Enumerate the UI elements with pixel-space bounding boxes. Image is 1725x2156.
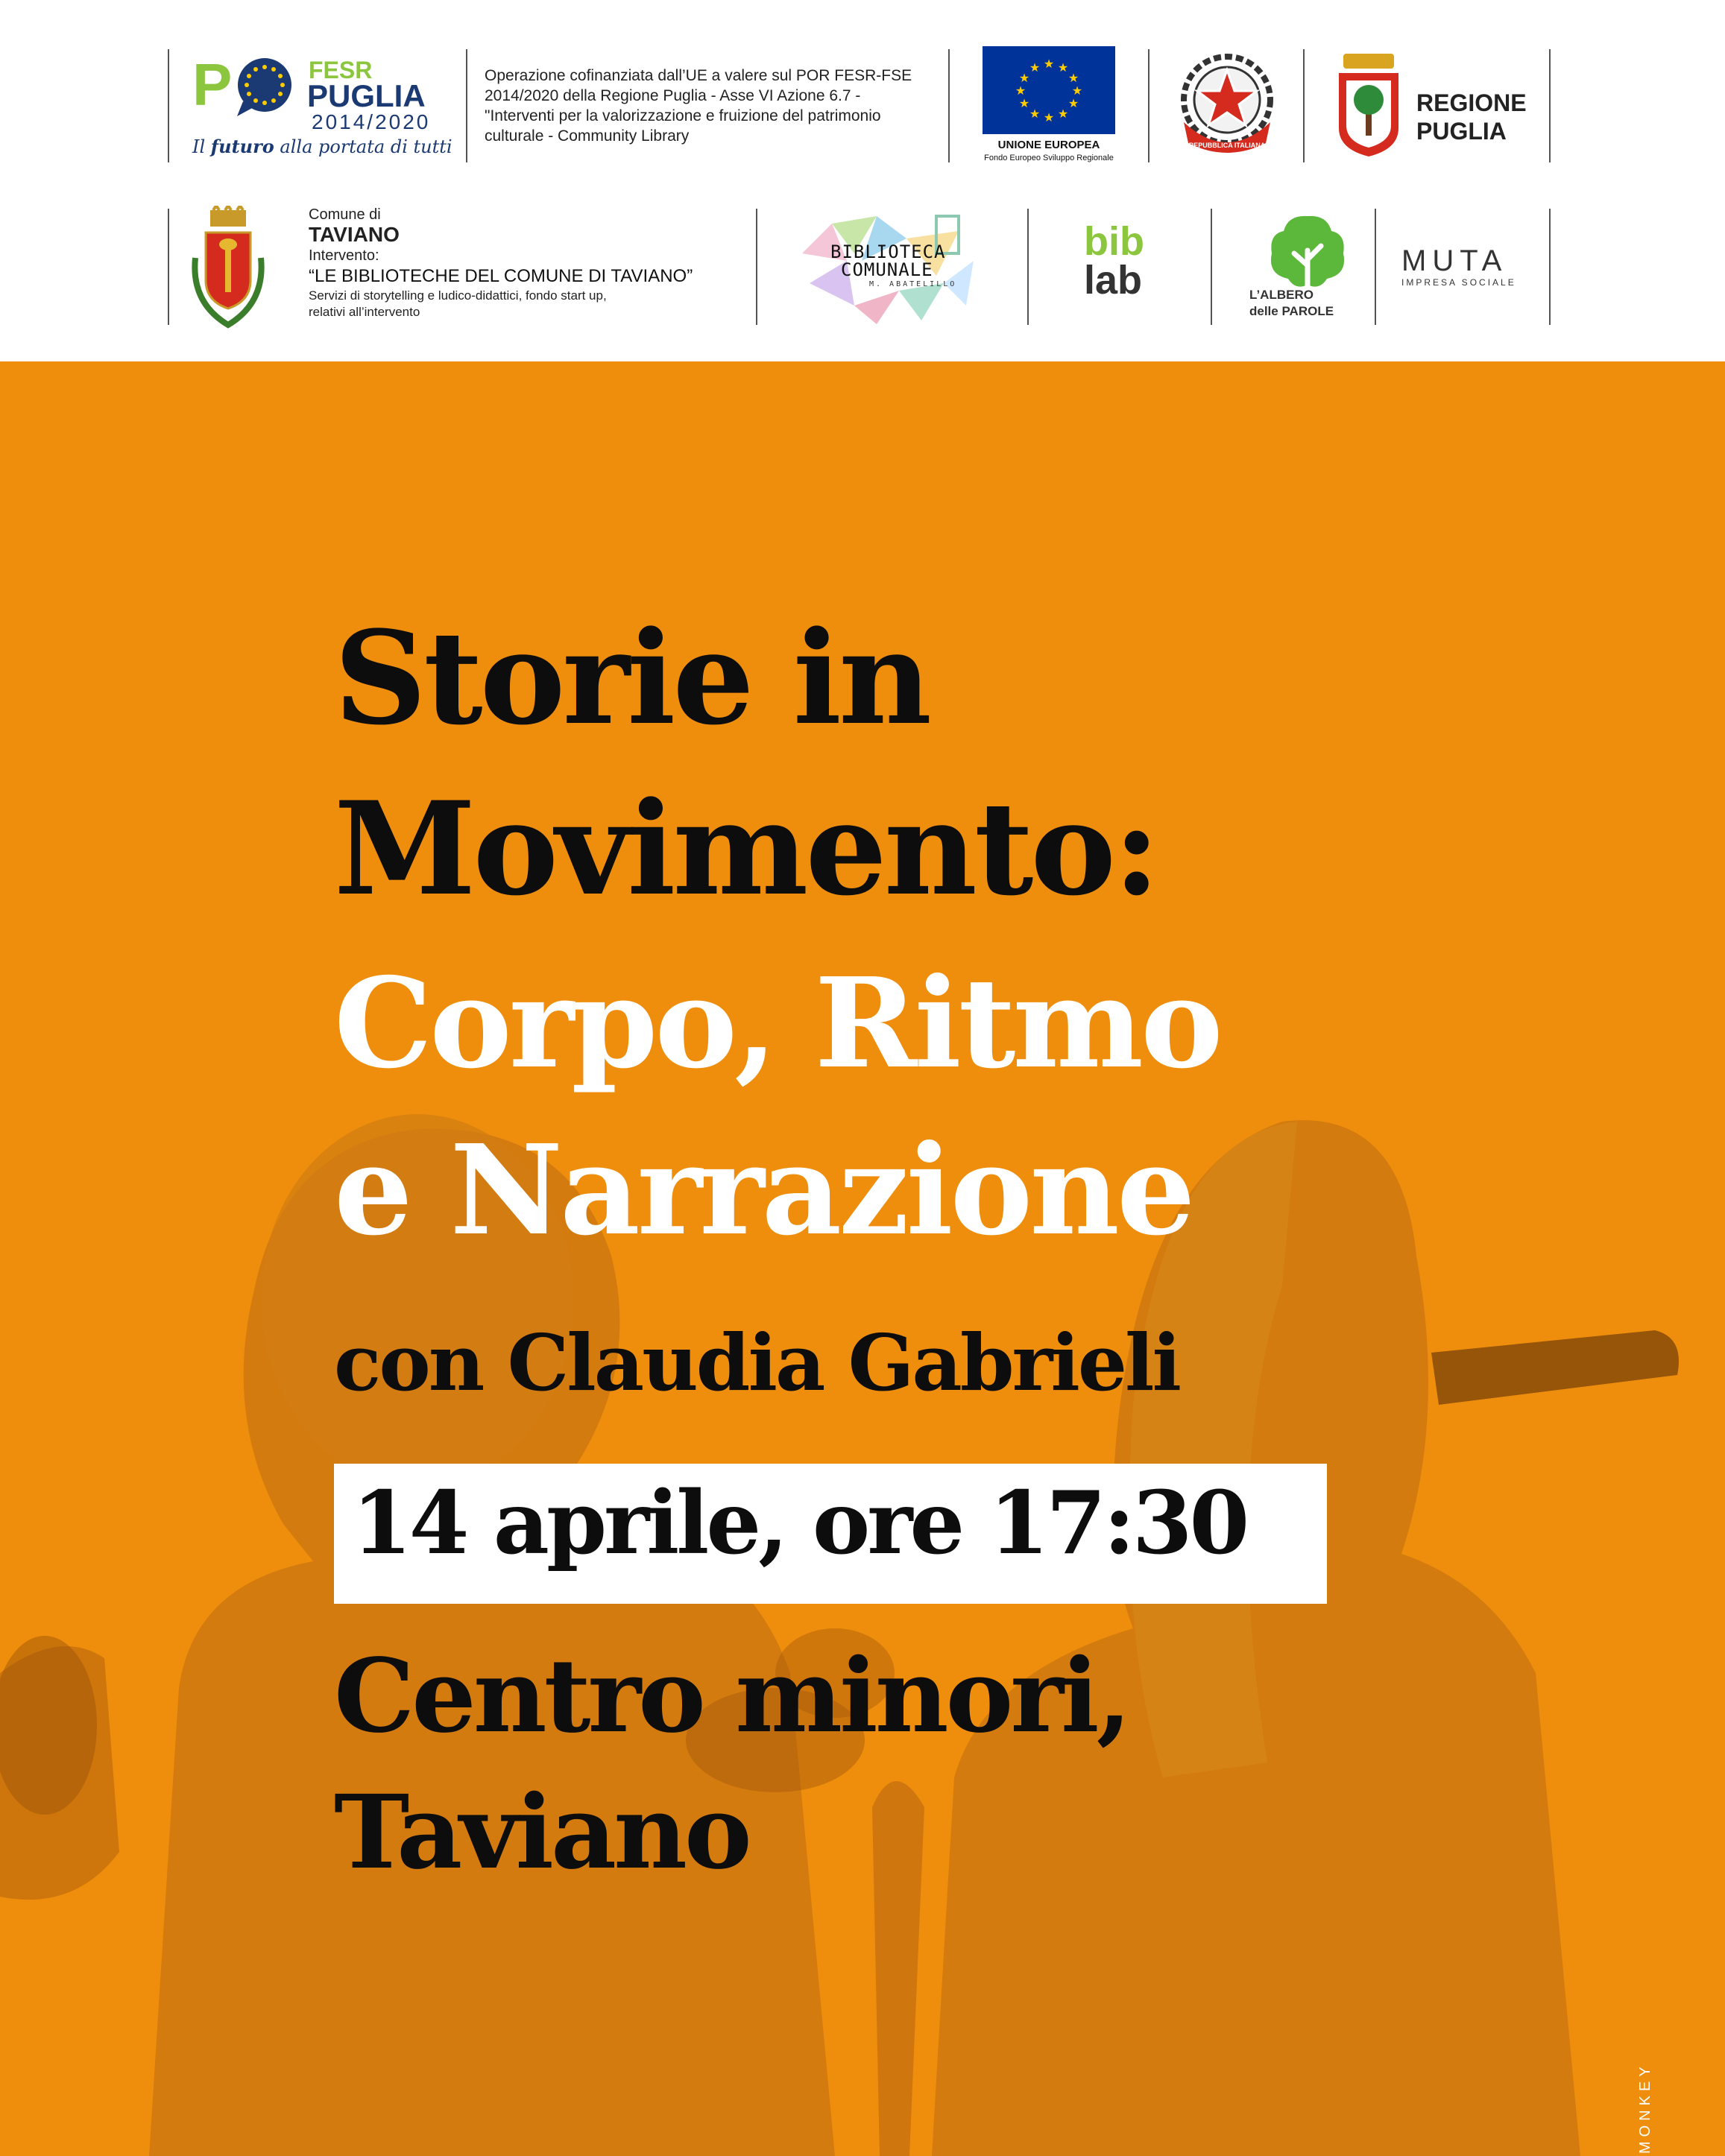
svg-text:★: ★ (1057, 108, 1069, 121)
eu-logo (983, 46, 1115, 173)
location-line-1: Centro minori, (334, 1637, 1129, 1756)
operation-description (485, 66, 939, 146)
divider (948, 49, 950, 162)
eu-speech-bubble-icon (234, 57, 295, 118)
por-tagline: Il futuro alla portata di tutti (192, 136, 452, 157)
svg-text:★: ★ (1043, 112, 1055, 124)
svg-text:★: ★ (1068, 72, 1079, 85)
divider (168, 209, 169, 325)
divider (1549, 209, 1551, 325)
divider (1211, 209, 1212, 325)
speaker-line: con Claudia Gabrieli (334, 1317, 1180, 1409)
biblab-line1: bib (1084, 219, 1144, 264)
biblab-logo (1084, 219, 1166, 303)
operation-line: Operazione cofinanziata dall’UE a valere sul POR FESR-FSE (485, 67, 912, 84)
albero-line2: delle PAROLE (1249, 304, 1334, 318)
intervento-desc: relativi all’intervento (309, 305, 420, 319)
svg-text:★: ★ (1029, 62, 1041, 75)
svg-text:★: ★ (1068, 98, 1079, 110)
operation-line: culturale - Community Library (485, 127, 690, 145)
comune-info (309, 206, 748, 320)
tree-icon (1263, 213, 1352, 300)
divider (1148, 49, 1150, 162)
event-date: 14 aprile, ore 17:30 (352, 1473, 1247, 1574)
event-poster (0, 361, 1725, 2156)
biblioteca-comunale-logo (787, 209, 988, 328)
regione-line2: PUGLIA (1416, 118, 1507, 145)
albero-line1: L’ALBERO (1249, 288, 1314, 302)
eu-title: UNIONE EUROPEA (997, 139, 1100, 151)
operation-line: "Interventi per la valorizzazione e fruizione del patrimonio (485, 107, 881, 124)
subtitle-line-1: Corpo, Ritmo (334, 951, 1220, 1096)
biblioteca-line1: BIBLIOTECA (830, 241, 946, 262)
por-p-letter: P (192, 51, 233, 118)
regione-puglia-logo (1336, 51, 1552, 158)
muta-logo (1401, 244, 1543, 288)
divider (1303, 49, 1305, 162)
eu-flag-icon (983, 46, 1115, 134)
biblioteca-line2: COMUNALE (841, 259, 933, 280)
por-years-text: 2014/2020 (312, 110, 431, 133)
divider (756, 209, 757, 325)
photo-credit: MONKEY (1637, 2062, 1653, 2154)
date-box (334, 1464, 1327, 1604)
biblab-line2: lab (1084, 258, 1143, 303)
location-line-2: Taviano (334, 1773, 749, 1892)
comune-label: Comune di (309, 206, 381, 223)
svg-text:★: ★ (1071, 85, 1083, 98)
operation-line: 2014/2020 della Regione Puglia - Asse VI Azione 6.7 - (485, 87, 861, 104)
regione-puglia-shield-icon (1336, 51, 1401, 158)
muta-name: MUTA (1401, 244, 1508, 277)
subtitle-line-2: e Narrazione (334, 1118, 1193, 1263)
title-line-1: Storie in (334, 602, 930, 753)
albero-delle-parole-logo (1242, 213, 1346, 325)
italian-emblem-icon (1176, 51, 1278, 158)
comune-name: TAVIANO (309, 223, 400, 246)
por-puglia-text: PUGLIA (307, 78, 426, 113)
logo-header (0, 0, 1725, 361)
intervento-label: Intervento: (309, 247, 379, 264)
title-line-2: Movimento: (334, 773, 1158, 924)
biblioteca-line3: M. ABATELILLO (869, 280, 957, 288)
svg-text:★: ★ (1057, 62, 1069, 75)
taviano-crest-icon (191, 206, 265, 329)
svg-text:★: ★ (1043, 58, 1055, 71)
svg-text:★: ★ (1018, 72, 1030, 85)
svg-text:★: ★ (1015, 85, 1027, 98)
svg-text:REPUBBLICA ITALIANA: REPUBBLICA ITALIANA (1188, 142, 1266, 149)
regione-line1: REGIONE (1416, 89, 1527, 116)
divider (466, 49, 467, 162)
divider (168, 49, 169, 162)
intervento-title: “LE BIBLIOTECHE DEL COMUNE DI TAVIANO” (309, 266, 693, 286)
divider (1027, 209, 1029, 325)
repubblica-italiana-emblem (1176, 51, 1278, 158)
por-fesr-text: FESR (309, 57, 373, 83)
svg-text:★: ★ (1018, 98, 1030, 110)
svg-text:★: ★ (1029, 108, 1041, 121)
muta-sub: IMPRESA SOCIALE (1401, 277, 1516, 288)
intervento-desc: Servizi di storytelling e ludico-didattici, fondo start up, (309, 288, 607, 303)
taviano-crest (191, 206, 265, 329)
divider (1375, 209, 1376, 325)
por-fesr-logo (192, 51, 453, 159)
eu-subtitle: Fondo Europeo Sviluppo Regionale (984, 154, 1114, 162)
